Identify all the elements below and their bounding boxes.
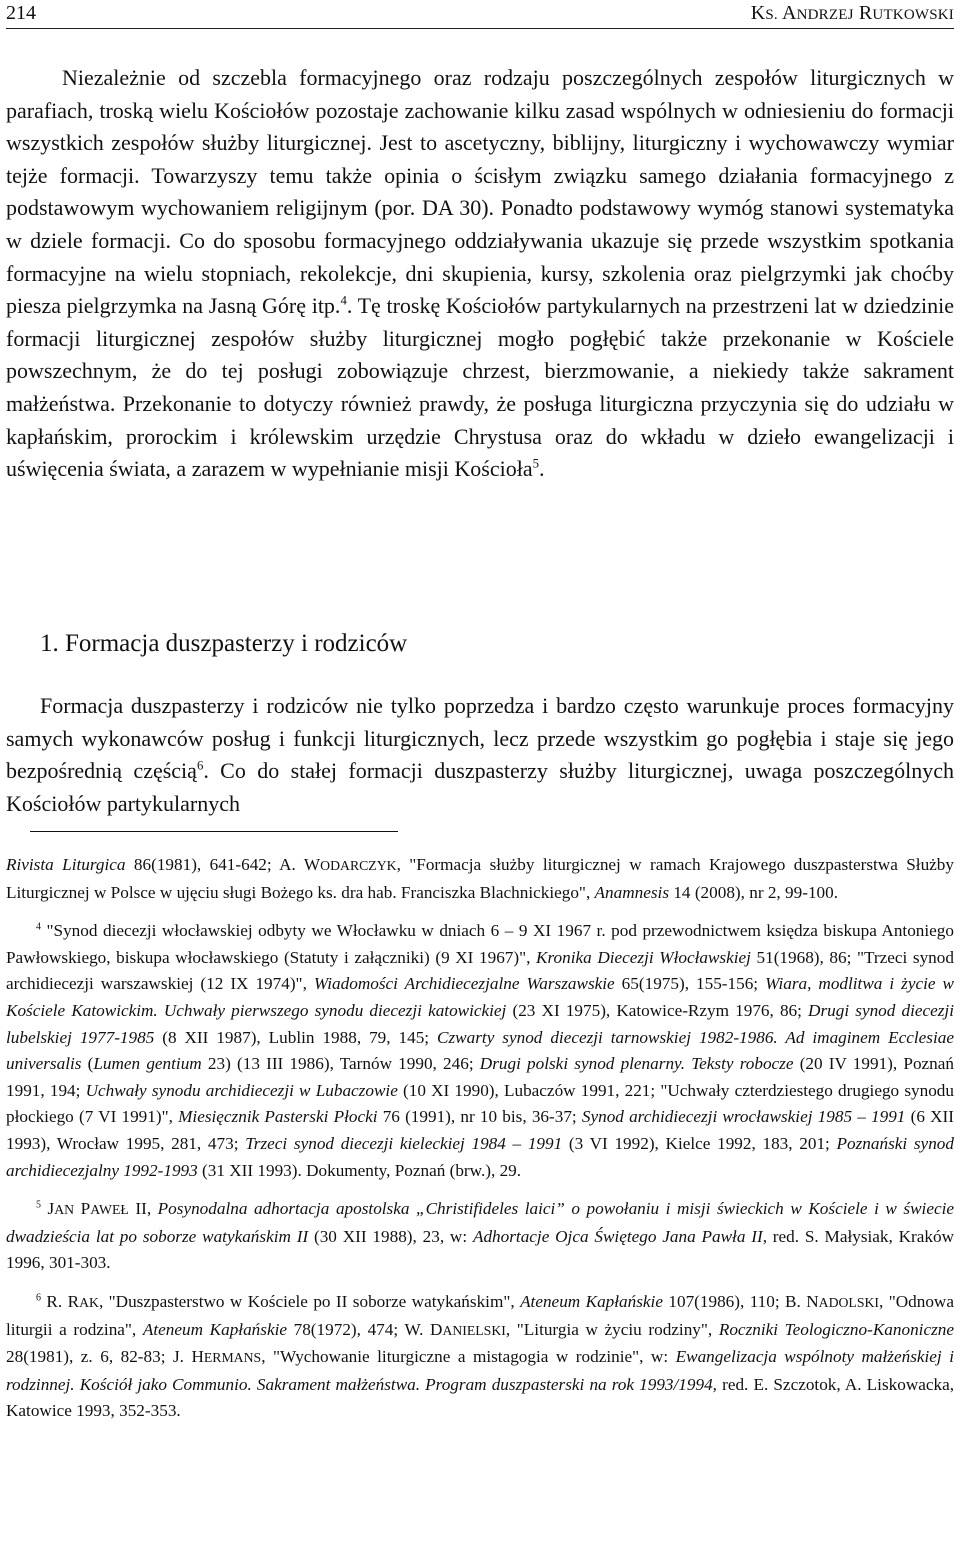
footnote-4: $^4$ "Synod diecezji włocławskiej odbyty we Włocławku w dniach 6 – 9 XI 1967 r. pod przewodnictwem księdza biskupa Antoniego Pawłowskiego, biskupa włocławskiego (Statuty i załączniki) (9 XI 1967)", Kronika Diecezji Włocławskiej 51(1968), 86; "Trzeci synod archidiecezji warszawskiej (12 IX 1974)", Wiadomości Archidiecezjalne Warszawskie 65(1975), 155-156; Wiara, modlitwa i życie w Kościele Katowickim. Uchwały pierwszego synodu diecezji katowickiej (23 XI 1975), Katowice-Rzym 1976, 86; Drugi synod diecezji lubelskiej 1977-1985 (8 XII 1987), Lublin 1988, 79, 145; Czwarty synod diecezji tarnowskiej 1982-1986. Ad imaginem Ecclesiae universalis (Lumen gentium 23) (13 III 1986), Tarnów 1990, 246; Drugi polski synod plenarny. Teksty robocze (20 IV 1991), Poznań 1991, 194; Uchwały synodu archidiecezji w Lubaczowie (10 XI 1990), Lubaczów 1991, 221; "Uchwały czterdziestego drugiego synodu płockiego (7 VI 1991)", Miesięcznik Pasterski Płocki 76 (1991), nr 10 bis, 36-37; Synod archidiecezji wrocławskiej 1985 – 1991 (6 XII 1993), Wrocław 1995, 281, 473; Trzeci synod diecezji kieleckiej 1984 – 1991 (3 VI 1992), Kielce 1992, 183, 201; Poznański synod archidiecezjalny 1992-1993 (31 XII 1993). Dokumenty, Poznań (brw.), 29. <box>6 921 955 1180</box>
footnote-separator <box>30 831 398 832</box>
section-heading: 1. Formacja duszpasterzy i rodziców <box>40 630 408 657</box>
footnote-ref-5[interactable]: 5 <box>532 456 539 471</box>
footnote-ref-4[interactable]: 4 <box>340 293 347 308</box>
footnote-3-continuation: Rivista Liturgica 86(1981), 641-642; A. WODARCZYK, "Formacja służby liturgicznej w ramach Krajowego duszpasterstwa Służby Liturgicznej w Polsce w ujęciu sługi Bożego ks. dra hab. Franciszka Blachnickiego", Anamnesis 14 (2008), nr 2, 99-100. <box>6 855 954 902</box>
body-paragraph-2: Formacja duszpasterzy i rodziców nie tylko poprzedza i bardzo często warunkuje proces formacyjny samych wykonawców posług i funkcji liturgicznych, lecz przede wszystkim go pogłębia i staje się jego bezpośrednią częścią$^6$. Co do stałej formacji duszpasterzy służby liturgicznej, uwaga poszczególnych Kościołów partykularnych <box>6 693 954 816</box>
footnote-6: $^6$ R. RAK, "Duszpasterstwo w Kościele po II soborze watykańskim", Ateneum Kapłańskie 107(1986), 110; B. NADOLSKI, "Odnowa liturgii a rodzina", Ateneum Kapłańskie 78(1972), 474; W. DANIELSKI, "Liturgia w życiu rodziny", Roczniki Teologiczno-Kanoniczne 28(1981), z. 6, 82-83; J. HERMANS, "Wychowanie liturgiczne a mistagogia w rodzinie", w: Ewangelizacja wspólnoty małżeńskiej i rodzinnej. Kościół jako Communio. Sakrament małżeństwa. Program duszpasterski na rok 1993/1994, red. E. Szczotok, A. Liskowacka, Katowice 1993, 352-353. <box>6 1291 955 1421</box>
footnote-ref-6[interactable]: 6 <box>196 758 204 773</box>
footnote-5: $^5$ JAN PAWEŁ II, Posynodalna adhortacja apostolska „Christifideles laici” o powołaniu i misji świeckich w Kościele i w świecie dwadzieścia lat po soborze watykańskim II (30 XII 1988), 23, w: Adhortacje Ojca Świętego Jana Pawła II, red. S. Małysiak, Kraków 1996, 301-303. <box>6 1199 954 1273</box>
footnotes <box>6 852 954 1437</box>
page-number: 214 <box>6 2 36 24</box>
body-paragraph-1: Niezależnie od szczebla formacyjnego oraz rodzaju poszczególnych zespołów liturgicznych w parafiach, troską wielu Kościołów pozostaje zachowanie kilku zasad wspólnych w odniesieniu do formacji wszystkich zespołów służby liturgicznej. Jest to ascetyczny, biblijny, liturgiczny i wychowawczy wymiar tejże formacji. Towarzyszy temu także opinia o ścisłym związku samego działania formacyjnego z podstawowym wychowaniem religijnym (por. DA 30). Ponadto podstawowy wymóg stanowi systematyka w dziele formacji. Co do sposobu formacyjnego oddziaływania ukazuje się przede wszystkim spotkania formacyjne na wielu stopniach, rekolekcje, dni skupienia, kursy, szkolenia oraz pielgrzymki jak choćby piesza pielgrzymka na Jasną Górę itp.$^4$. Tę troskę Kościołów partykularnych na przestrzeni lat w dziedzinie formacji liturgicznej zespołów służby liturgicznej mogło pogłębić także przekonanie w Kościele powszechnym, że do tej posługi zobowiązuje chrzest, bierzmowanie, a niekiedy także sakrament małżeństwa. Przekonanie to dotyczy również prawdy, że posługa liturgiczna przyczynia się do udziału w kapłańskim, prorockim i królewskim urzędzie Chrystusa oraz do wkładu w dzieło ewangelizacji i uświęcenia świata, a zarazem w wypełnianie misji Kościoła$^5$. <box>6 65 955 482</box>
page-header <box>6 0 954 29</box>
footnote-number: 5 <box>36 1199 41 1211</box>
footnote-number: 6 <box>36 1292 41 1304</box>
running-head-author: KS. ANDRZEJ RUTKOWSKI <box>750 2 954 24</box>
footnote-number: 4 <box>36 921 41 933</box>
